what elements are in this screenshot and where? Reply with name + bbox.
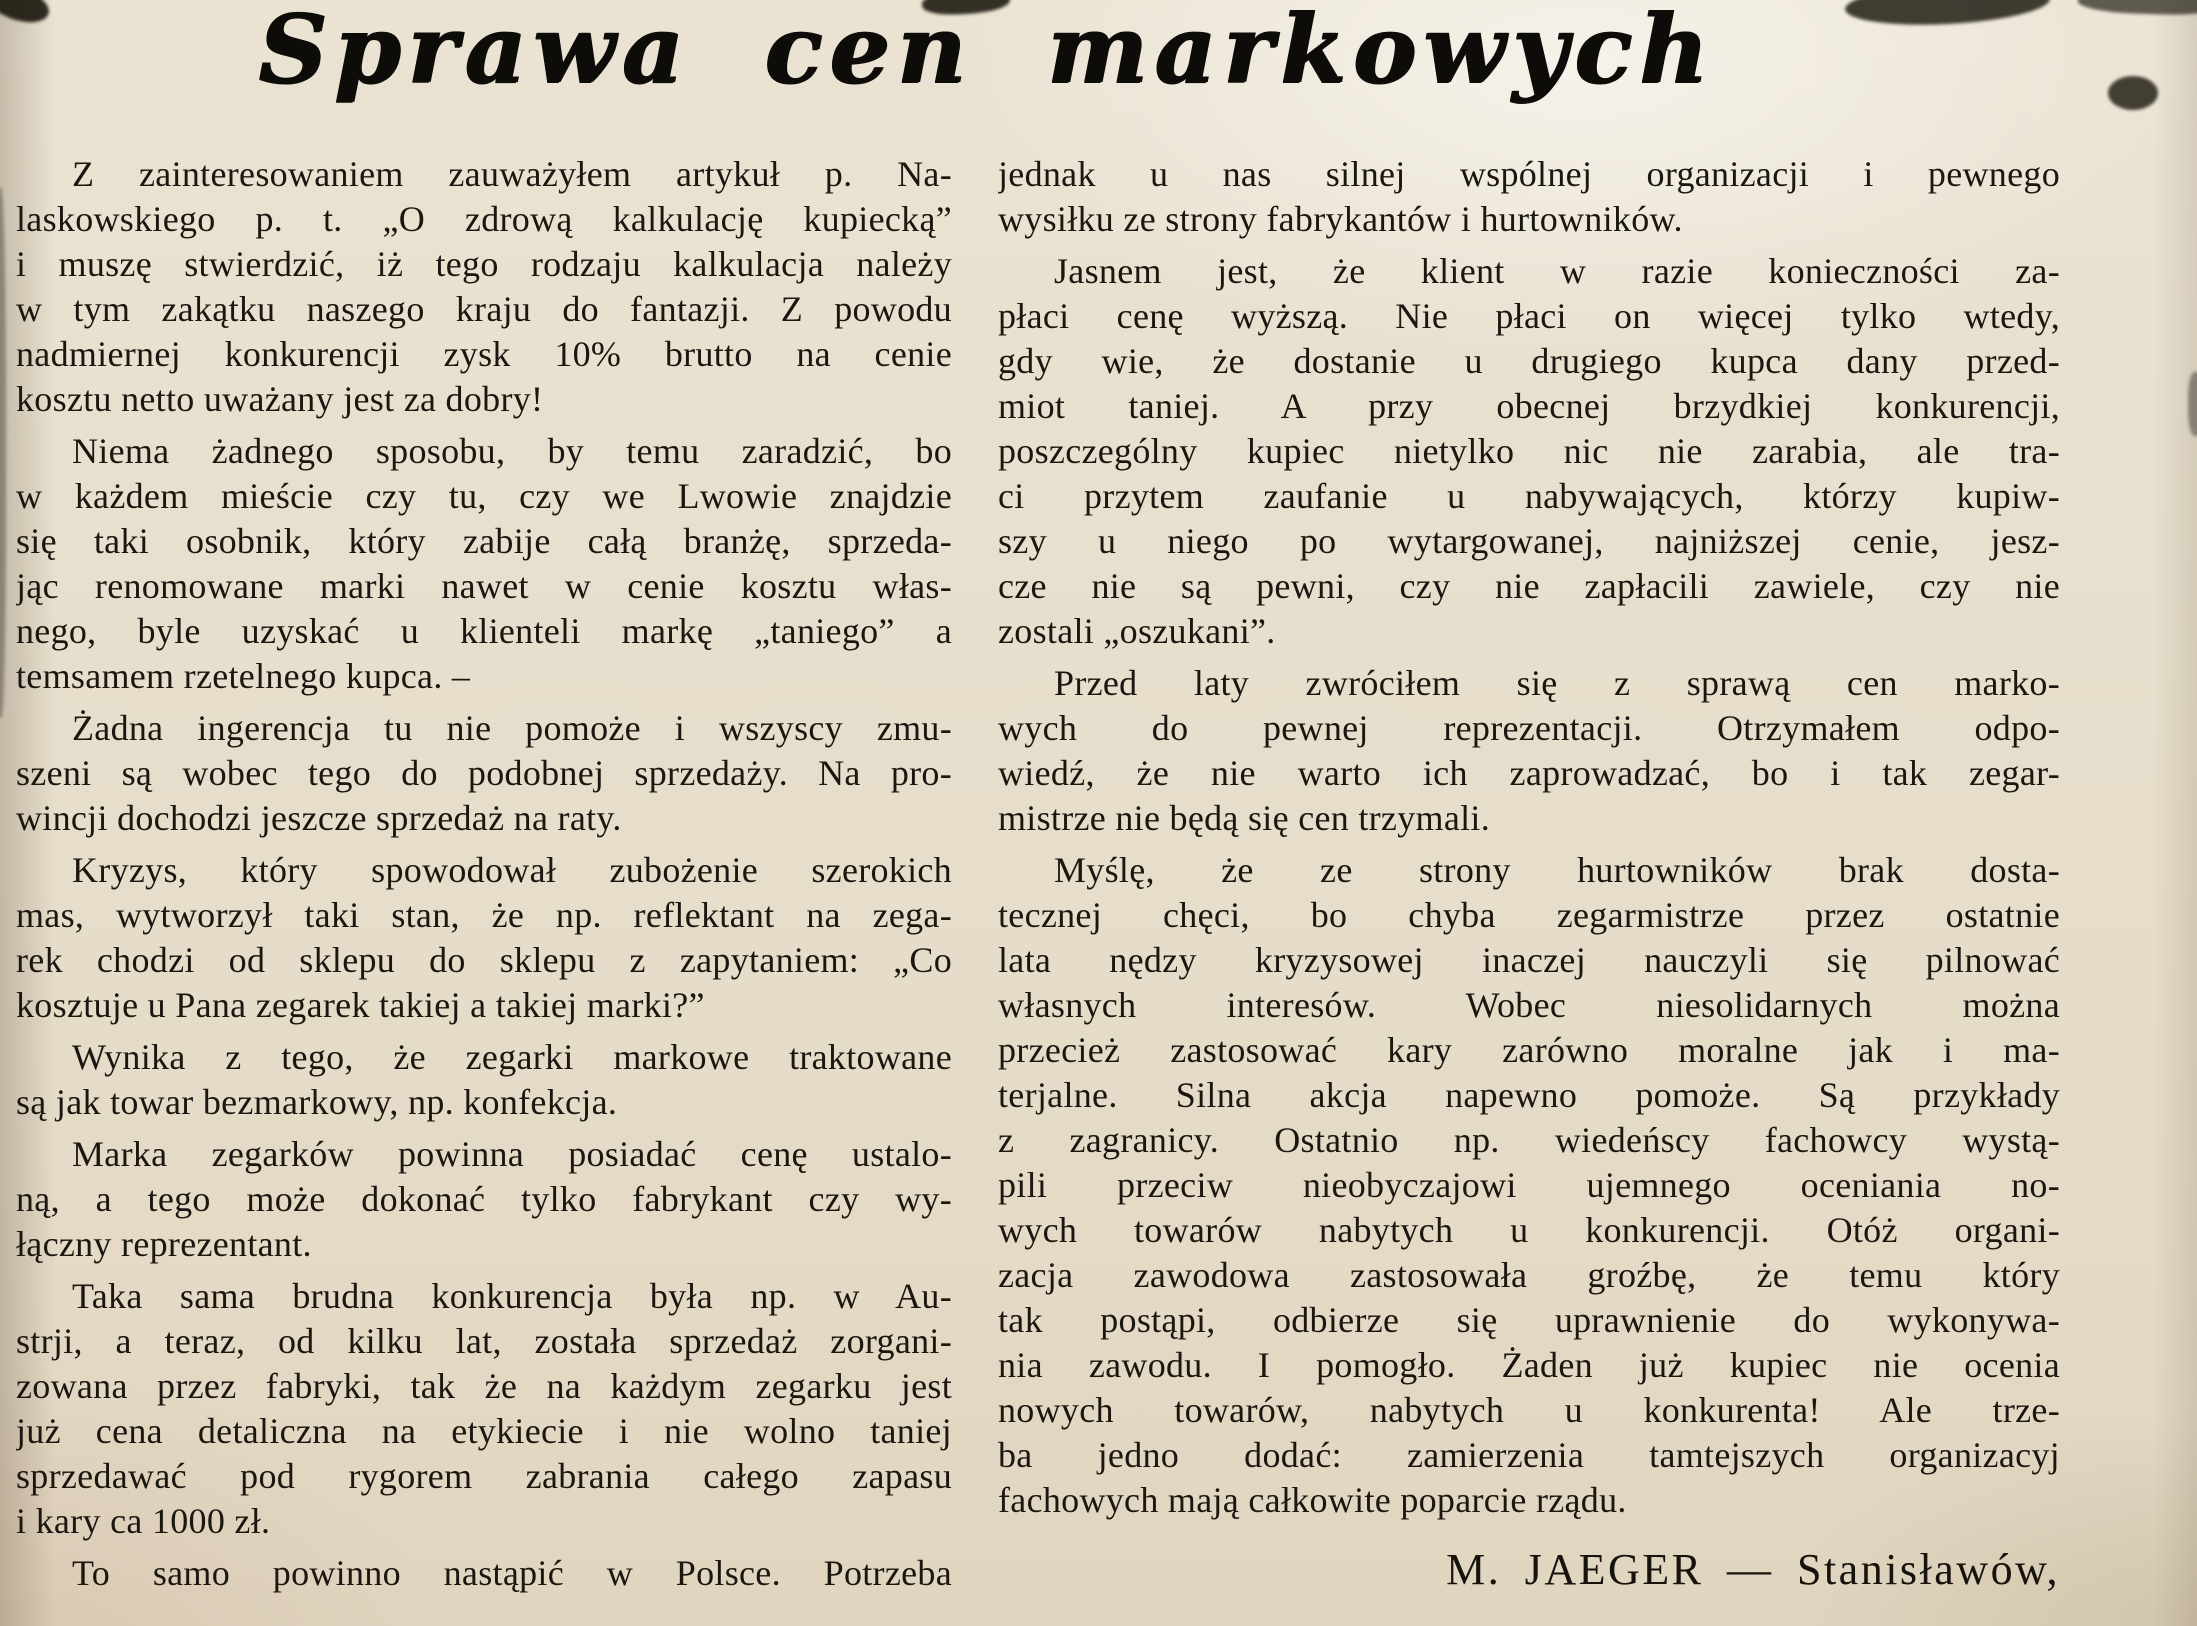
text-line: strji, a teraz, od kilku lat, została sprzedaż zorgani- bbox=[16, 1321, 952, 1361]
text-line: Żadna ingerencja tu nie pomoże i wszyscy zmu- bbox=[72, 708, 952, 748]
text-line: Kryzys, który spowodował zubożenie szerokich bbox=[72, 850, 952, 890]
text-line: wych do pewnej reprezentacji. Otrzymałem odpo- bbox=[998, 708, 2060, 748]
text-line: Z zainteresowaniem zauważyłem artykuł p. Na- bbox=[72, 154, 952, 194]
text-line: gdy wie, że dostanie u drugiego kupca dany przed- bbox=[998, 341, 2060, 381]
text-line: laskowskiego p. t. „O zdrową kalkulację kupiecką” bbox=[16, 199, 952, 239]
paragraph bbox=[998, 661, 2060, 841]
paragraph bbox=[16, 152, 952, 422]
text-line: już cena detaliczna na etykiecie i nie wolno taniej bbox=[16, 1411, 952, 1451]
text-line: temsamem rzetelnego kupca. – bbox=[16, 656, 471, 696]
text-line: Taka sama brudna konkurencja była np. w Au- bbox=[72, 1276, 952, 1316]
text-line: w każdem mieście czy tu, czy we Lwowie znajdzie bbox=[16, 476, 952, 516]
text-line: ną, a tego może dokonać tylko fabrykant czy wy- bbox=[16, 1179, 952, 1219]
paragraph bbox=[998, 848, 2060, 1523]
text-line: wysiłku ze strony fabrykantów i hurtowników. bbox=[998, 199, 1683, 239]
text-line: wiedź, że nie warto ich zaprowadzać, bo i tak zegar- bbox=[998, 753, 2060, 793]
text-line: pili przeciw nieobyczajowi ujemnego oceniania no- bbox=[998, 1165, 2060, 1205]
text-line: i kary ca 1000 zł. bbox=[16, 1501, 271, 1541]
paragraph bbox=[16, 848, 952, 1028]
text-line: szy u niego po wytargowanej, najniższej cenie, jesz- bbox=[998, 521, 2060, 561]
paragraph bbox=[16, 706, 952, 841]
text-line: nadmiernej konkurencji zysk 10% brutto na cenie bbox=[16, 334, 952, 374]
text-line: szeni są wobec tego do podobnej sprzedaży. Na pro- bbox=[16, 753, 952, 793]
text-line: tak postąpi, odbierze się uprawnienie do wykonywa- bbox=[998, 1300, 2060, 1340]
article-title: Sprawa cen markowych bbox=[258, 0, 1715, 105]
text-line: rek chodzi od sklepu do sklepu z zapytaniem: „Co bbox=[16, 940, 952, 980]
text-line: wincji dochodzi jeszcze sprzedaż na raty. bbox=[16, 798, 622, 838]
paragraph bbox=[16, 1274, 952, 1544]
ink-mark-right-edge bbox=[2188, 372, 2197, 436]
text-line: Jasnem jest, że klient w razie konieczności za- bbox=[1054, 251, 2060, 291]
text-line: nia zawodu. I pomogło. Żaden już kupiec nie ocenia bbox=[998, 1345, 2060, 1385]
text-line: kosztu netto uważany jest za dobry! bbox=[16, 379, 544, 419]
text-line: się taki osobnik, który zabije całą branżę, sprzeda- bbox=[16, 521, 952, 561]
text-line: kosztuje u Pana zegarek takiej a takiej marki?” bbox=[16, 985, 705, 1025]
column-right bbox=[998, 152, 2060, 1595]
text-line: są jak towar bezmarkowy, np. konfekcja. bbox=[16, 1082, 618, 1122]
text-line: łączny reprezentant. bbox=[16, 1224, 312, 1264]
text-line: nego, byle uzyskać u klienteli markę „taniego” a bbox=[16, 611, 952, 651]
ink-mark-top-right bbox=[1844, 0, 2051, 29]
text-line: tecznej chęci, bo chyba zegarmistrze przez ostatnie bbox=[998, 895, 2060, 935]
text-line: płaci cenę wyższą. Nie płaci on więcej tylko wtedy, bbox=[998, 296, 2060, 336]
paragraph bbox=[16, 1132, 952, 1267]
paragraph bbox=[998, 249, 2060, 654]
text-line: terjalne. Silna akcja napewno pomoże. Są przykłady bbox=[998, 1075, 2060, 1115]
text-line: Marka zegarków powinna posiadać cenę ustalo- bbox=[72, 1134, 952, 1174]
text-line: poszczególny kupiec nietylko nic nie zarabia, ale tra- bbox=[998, 431, 2060, 471]
text-line: miot taniej. A przy obecnej brzydkiej konkurencji, bbox=[998, 386, 2060, 426]
text-line: ci przytem zaufanie u nabywających, którzy kupiw- bbox=[998, 476, 2060, 516]
author-signature: M. JAEGER — Stanisławów, bbox=[1446, 1545, 2060, 1594]
text-line: jąc renomowane marki nawet w cenie kosztu włas- bbox=[16, 566, 952, 606]
ink-spot-right bbox=[2108, 76, 2158, 110]
text-line: Myślę, że ze strony hurtowników brak dosta- bbox=[1054, 850, 2060, 890]
text-line: Wynika z tego, że zegarki markowe traktowane bbox=[72, 1037, 952, 1077]
text-line: sprzedawać pod rygorem zabrania całego zapasu bbox=[16, 1456, 952, 1496]
text-line: mas, wytworzył taki stan, że np. reflektant na zega- bbox=[16, 895, 952, 935]
text-line: z zagranicy. Ostatnio np. wiedeńscy fachowcy wystą- bbox=[998, 1120, 2060, 1160]
text-line: jednak u nas silnej wspólnej organizacji i pewnego bbox=[998, 154, 2060, 194]
text-line: zacja zawodowa zastosowała groźbę, że temu który bbox=[998, 1255, 2060, 1295]
paragraph bbox=[998, 152, 2060, 242]
ink-mark-left-edge bbox=[0, 188, 6, 718]
column-left bbox=[16, 152, 952, 1596]
paragraph bbox=[16, 429, 952, 699]
text-line: własnych interesów. Wobec niesolidarnych można bbox=[998, 985, 2060, 1025]
text-line: mistrze nie będą się cen trzymali. bbox=[998, 798, 1490, 838]
text-line: i muszę stwierdzić, iż tego rodzaju kalkulacja należy bbox=[16, 244, 952, 284]
ink-mark-top-left bbox=[0, 0, 53, 29]
text-line: nowych towarów, nabytych u konkurenta! Ale trze- bbox=[998, 1390, 2060, 1430]
text-line: ba jedno dodać: zamierzenia tamtejszych organizacyj bbox=[998, 1435, 2060, 1475]
text-line: wych towarów nabytych u konkurencji. Otóż organi- bbox=[998, 1210, 2060, 1250]
text-line: cze nie są pewni, czy nie zapłacili zawiele, czy nie bbox=[998, 566, 2060, 606]
text-line: lata nędzy kryzysowej inaczej nauczyli się pilnować bbox=[998, 940, 2060, 980]
ink-mark-top-right-corner bbox=[2078, 0, 2197, 16]
paragraph bbox=[16, 1551, 952, 1596]
text-line: przecież zastosować kary zarówno moralne jak i ma- bbox=[998, 1030, 2060, 1070]
text-line: zowana przez fabryki, tak że na każdym zegarku jest bbox=[16, 1366, 952, 1406]
text-line: zostali „oszukani”. bbox=[998, 611, 1276, 651]
text-line: Niema żadnego sposobu, by temu zaradzić, bo bbox=[72, 431, 952, 471]
paragraph bbox=[16, 1035, 952, 1125]
text-line: w tym zakątku naszego kraju do fantazji. Z powodu bbox=[16, 289, 952, 329]
text-line: To samo powinno nastąpić w Polsce. Potrzeba bbox=[72, 1553, 952, 1593]
text-line: fachowych mają całkowite poparcie rządu. bbox=[998, 1480, 1627, 1520]
text-line: Przed laty zwróciłem się z sprawą cen marko- bbox=[1054, 663, 2060, 703]
